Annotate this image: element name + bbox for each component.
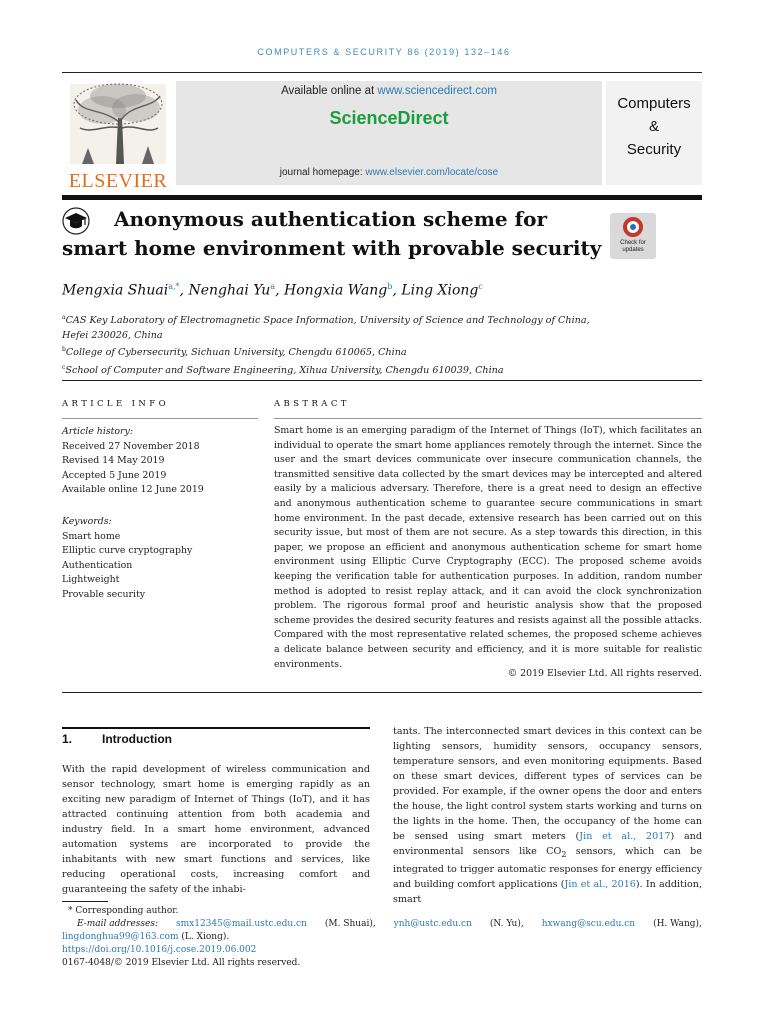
co2-subscript: 2 — [561, 849, 567, 859]
elsevier-tree-icon — [62, 78, 174, 170]
keyword-item: Elliptic curve cryptography — [62, 545, 193, 557]
email-line-last — [62, 931, 702, 944]
history-heading: Article history: — [62, 426, 133, 437]
check-for-updates-badge[interactable] — [610, 213, 656, 259]
abstract-end-rule — [62, 692, 702, 693]
journal-homepage-line — [176, 167, 602, 178]
check-updates-label: Check for updates — [620, 240, 646, 253]
available-online-label: Available online at — [281, 85, 378, 97]
author-name: Hongxia Wang — [283, 282, 388, 299]
keyword-item: Provable security — [62, 588, 146, 600]
intro-text: ) and environmental sensors like CO — [393, 831, 702, 857]
journal-cover-line: Computers — [617, 95, 691, 112]
affiliation-item — [62, 311, 622, 329]
author-list: Mengxia Shuai$^{a,*}$, Nenghai Yu$^a$, Hongxia Wang$^b$, Ling Xiong$^c$ — [62, 282, 483, 299]
sciencedirect-logo: ScienceDirect — [329, 108, 449, 128]
history-item: Available online 12 June 2019 — [62, 484, 204, 496]
title-rule — [62, 195, 702, 200]
keywords-heading: Keywords: — [62, 516, 112, 527]
intro-text: sensors, which can be integrated to trigger automatic responses for energy efficiency and building comfort applications ( — [393, 846, 702, 890]
affil-mark: a — [62, 314, 66, 321]
intro-section-title: Introduction — [102, 732, 172, 746]
email-label — [77, 918, 158, 931]
elsevier-logo — [62, 78, 174, 192]
section-rule — [62, 380, 702, 381]
author-affil-mark[interactable]: a — [270, 282, 276, 291]
author-name: Ling Xiong — [401, 282, 479, 299]
abstract-copyright: © 2019 Elsevier Ltd. All rights reserved. — [507, 668, 702, 679]
journal-cover-line: Security — [626, 141, 682, 158]
email-owner: (H. Wang), — [653, 919, 702, 929]
affil-text: School of Computer and Software Engineering, Xihua University, Chengdu 610039, China — [65, 365, 504, 377]
author-affil-mark[interactable]: b — [387, 282, 393, 291]
email-owner: (L. Xiong). — [181, 932, 230, 942]
history-item: Revised 14 May 2019 — [62, 455, 165, 467]
intro-right-column — [393, 724, 702, 907]
email-line — [62, 918, 702, 931]
article-history — [62, 425, 258, 498]
journal-cover-title — [606, 92, 702, 161]
email-link[interactable]: ynh@ustc.edu.cn — [393, 919, 472, 929]
keyword-item: Authentication — [62, 559, 133, 571]
journal-homepage-link[interactable]: www.elsevier.com/locate/cose — [365, 167, 499, 178]
article-title: Anonymous authentication scheme for smart home environment with provable security — [62, 207, 602, 260]
intro-rule — [62, 727, 370, 729]
email-owner: (N. Yu), — [489, 919, 524, 929]
affiliation-item — [62, 343, 622, 361]
intro-left-column: With the rapid development of wireless communication and sensor technology, smart home is emerging rapidly as an exciting new paradigm of Internet of Things (IoT), and it has attracted continuing attention from both academia and industry field. In a smart home environment, advanced automation systems are incorporated to provide the inhabitants with new smart functions and services, like reducing operational costs, increasing comfort and guaranteeing the safety of the inhabi- — [62, 764, 370, 895]
history-item: Received 27 November 2018 — [62, 440, 200, 452]
intro-text: tants. The interconnected smart devices in this context can be lighting sensors, humidity sensors, occupancy sensors, temperature sensors, and even monitoring equipments. Based on these smart devices, different types of services can be provided. For example, if the owner opens the door and enters the house, the light control system starts working and turns on the lights in the home. Then, the occupancy of the home can be sensed using smart meters ( — [393, 726, 702, 842]
journal-citation-line: COMPUTERS & SECURITY 86 (2019) 132–146 — [257, 47, 511, 57]
keyword-item: Smart home — [62, 530, 121, 542]
email-label-text: E-mail addresses: — [77, 919, 159, 929]
intro-heading — [62, 732, 172, 746]
header-rule — [62, 72, 702, 73]
affil-mark: c — [62, 363, 66, 371]
doi-link[interactable]: https://doi.org/10.1016/j.cose.2019.06.002 — [62, 945, 257, 955]
abstract-text: Smart home is an emerging paradigm of the Internet of Things (IoT), which facilitates an individual to operate the smart home appliances remotely through the internet. Since the user and the smart devices communicate over insecure communication channels, the transmitted sensitive data collected by the smart devices may be intercepted and altered easily by a malicious adversary. Therefore, there is a great need to design an effective and anonymous authentication scheme to guarantee secure communications in smart home environment. In the past decade, extensive research has been carried out on this security issue, but most of them are not secure. As a step towards this direction, in this paper, we propose an efficient and anonymous authentication scheme for smart home environment using Elliptic Curve Cryptography (ECC). The proposed scheme avoids keeping the verification table for authentication purposes. In addition, random number method is adopted to resist replay attack, and it can avoid the clock synchronization problem. The rigorous formal proof and heuristic analysis show that the proposed scheme provides the desired security features and resists against all the possible attacks. Compared with the most representative related schemes, the proposed scheme achieves a delicate balance between security and efficiency, and it is more suitable for realistic environments. — [274, 425, 702, 670]
available-online-line — [176, 85, 602, 97]
affil-text: College of Cybersecurity, Sichuan University, Chengdu 610065, China — [65, 347, 407, 359]
citation-link[interactable]: Jin et al., 2017 — [579, 831, 671, 842]
keywords-block — [62, 515, 258, 603]
email-link[interactable]: smx12345@mail.ustc.edu.cn — [176, 919, 307, 929]
email-owner: (M. Shuai), — [324, 919, 376, 929]
intro-text: ). In addition, smart — [393, 878, 703, 905]
sciencedirect-banner — [176, 81, 602, 185]
journal-cover — [606, 81, 702, 185]
article-info-rule — [62, 418, 258, 419]
affiliation-item — [62, 361, 622, 379]
footnotes — [62, 905, 702, 970]
affiliation-item-continued: Hefei 230026, China — [62, 329, 163, 341]
history-item: Accepted 5 June 2019 — [62, 469, 167, 481]
abstract-label: ABSTRACT — [274, 399, 350, 409]
intro-section-number: 1. — [62, 732, 73, 746]
sciencedirect-link[interactable]: www.sciencedirect.com — [377, 85, 497, 97]
keyword-item: Lightweight — [62, 574, 120, 586]
journal-cover-line: & — [648, 118, 659, 135]
article-info-label: ARTICLE INFO — [62, 399, 169, 409]
author-affil-mark[interactable]: c — [478, 282, 483, 291]
affiliations — [62, 311, 622, 379]
footnote-rule — [62, 901, 108, 902]
email-link[interactable]: hxwang@scu.edu.cn — [541, 919, 636, 929]
abstract-rule — [274, 418, 702, 419]
author-affil-mark[interactable]: a,* — [168, 282, 180, 291]
citation-link[interactable]: Jin et al., 2016 — [564, 878, 636, 890]
affil-mark: b — [62, 346, 66, 354]
issn-copyright: 0167-4048/© 2019 Elsevier Ltd. All rights reserved. — [62, 958, 301, 968]
author-name: Nenghai Yu — [188, 282, 271, 299]
email-link[interactable]: lingdonghua99@163.com — [62, 932, 179, 942]
elsevier-wordmark: ELSEVIER — [68, 170, 168, 192]
author-name: Mengxia Shuai — [62, 282, 169, 299]
affil-text: CAS Key Laboratory of Electromagnetic Space Information, University of Science and Technology of China, — [65, 315, 590, 327]
corresponding-author-note: * Corresponding author. — [68, 906, 179, 916]
check-updates-icon — [623, 217, 643, 237]
homepage-label: journal homepage: — [279, 167, 366, 178]
